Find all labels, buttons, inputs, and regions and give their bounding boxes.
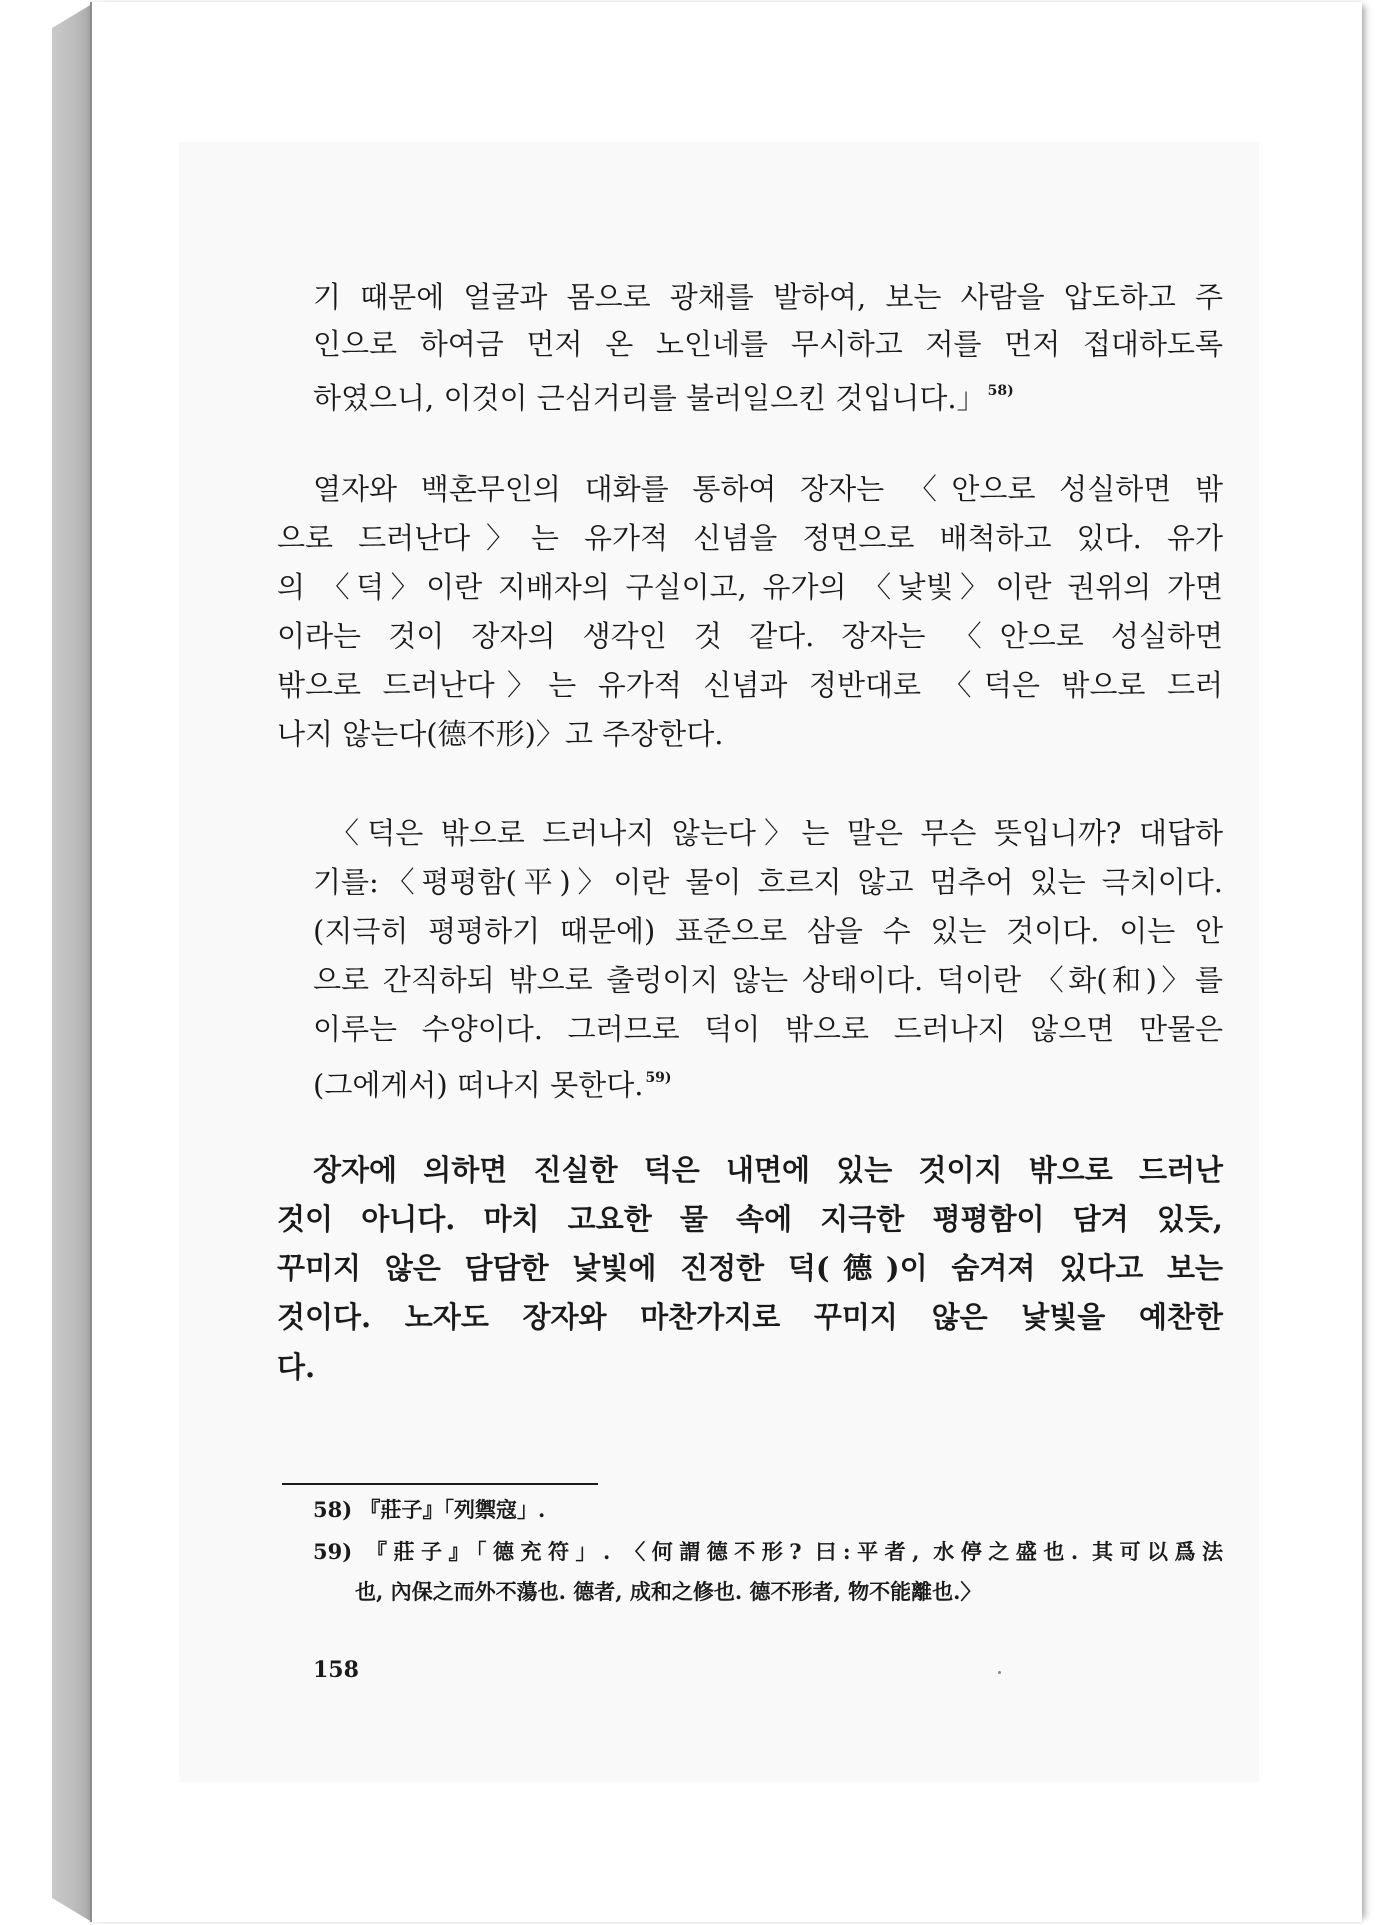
paragraph-2-line-5: 밖으로 드러난다〉는 유가적 신념과 정반대로 〈덕은 밖으로 드러 (277, 668, 1223, 702)
footnote-59-line-2: 也, 內保之而外不蕩也. 德者, 成和之修也. 德不形者, 物不能離也.〉 (355, 1579, 982, 1604)
quote-line-6 (313, 1061, 672, 1102)
quote-line-1: 〈덕은 밖으로 드러나지 않는다〉는 말은 무슨 뜻입니까? 대답하 (330, 816, 1223, 850)
paragraph-1-line-3-text: 하였으니, 이것이 근심거리를 불러일으킨 것입니다.」 (313, 381, 986, 415)
footnote-ref-58: 58) (987, 383, 1014, 399)
footnote-ref-59: 59) (645, 1070, 672, 1086)
footnote-58: 58) 『莊子』「列禦寇」. (313, 1497, 546, 1522)
paragraph-3-line-3: 꾸미지 않은 담담한 낯빛에 진정한 덕(德)이 숨겨져 있다고 보는 (277, 1251, 1223, 1285)
paragraph-3-line-4: 것이다. 노자도 장자와 마찬가지로 꾸미지 않은 낯빛을 예찬한 (277, 1300, 1223, 1334)
paragraph-1-line-1: 기 때문에 얼굴과 몸으로 광채를 발하여, 보는 사람을 압도하고 주 (313, 280, 1223, 314)
quote-line-6-text: (그에게서) 떠나지 못한다. (313, 1068, 644, 1102)
quote-line-2: 기를:〈평평함(平)〉이란 물이 흐르지 않고 멈추어 있는 극치이다. (313, 865, 1223, 899)
page-number: 158 (313, 1657, 359, 1683)
paragraph-2-line-3: 의 〈덕〉이란 지배자의 구실이고, 유가의 〈낯빛〉이란 권위의 가면 (277, 570, 1223, 604)
book-spine-edge (52, 4, 92, 1922)
paragraph-2-line-4: 이라는 것이 장자의 생각인 것 같다. 장자는 〈안으로 성실하면 (277, 619, 1223, 653)
scan-speck (998, 1671, 1001, 1674)
paragraph-1-line-3 (313, 374, 1014, 415)
quote-line-3: (지극히 평평하기 때문에) 표준으로 삼을 수 있는 것이다. 이는 안 (313, 914, 1223, 948)
paragraph-3-line-1: 장자에 의하면 진실한 덕은 내면에 있는 것이지 밖으로 드러난 (313, 1153, 1223, 1187)
paragraph-3-line-2: 것이 아니다. 마치 고요한 물 속에 지극한 평평함이 담겨 있듯, (277, 1202, 1223, 1236)
paragraph-2-line-6: 나지 않는다(德不形)〉고 주장한다. (277, 717, 724, 751)
paragraph-2-line-2: 으로 드러난다〉는 유가적 신념을 정면으로 배척하고 있다. 유가 (277, 521, 1223, 555)
paragraph-1-line-2: 인으로 하여금 먼저 온 노인네를 무시하고 저를 먼저 접대하도록 (313, 327, 1223, 361)
paragraph-2-line-1: 열자와 백혼무인의 대화를 통하여 장자는 〈안으로 성실하면 밖 (313, 472, 1223, 506)
paragraph-3-line-5: 다. (277, 1350, 316, 1384)
footnote-separator (282, 1483, 598, 1485)
quote-line-4: 으로 간직하되 밖으로 출렁이지 않는 상태이다. 덕이란 〈화(和)〉를 (313, 963, 1223, 997)
footnote-59-line-1: 59) 『莊子』「德充符」. 〈何謂德不形? 曰:平者, 水停之盛也. 其可以爲法 (313, 1539, 1223, 1564)
quote-line-5: 이루는 수양이다. 그러므로 덕이 밖으로 드러나지 않으면 만물은 (313, 1012, 1223, 1046)
